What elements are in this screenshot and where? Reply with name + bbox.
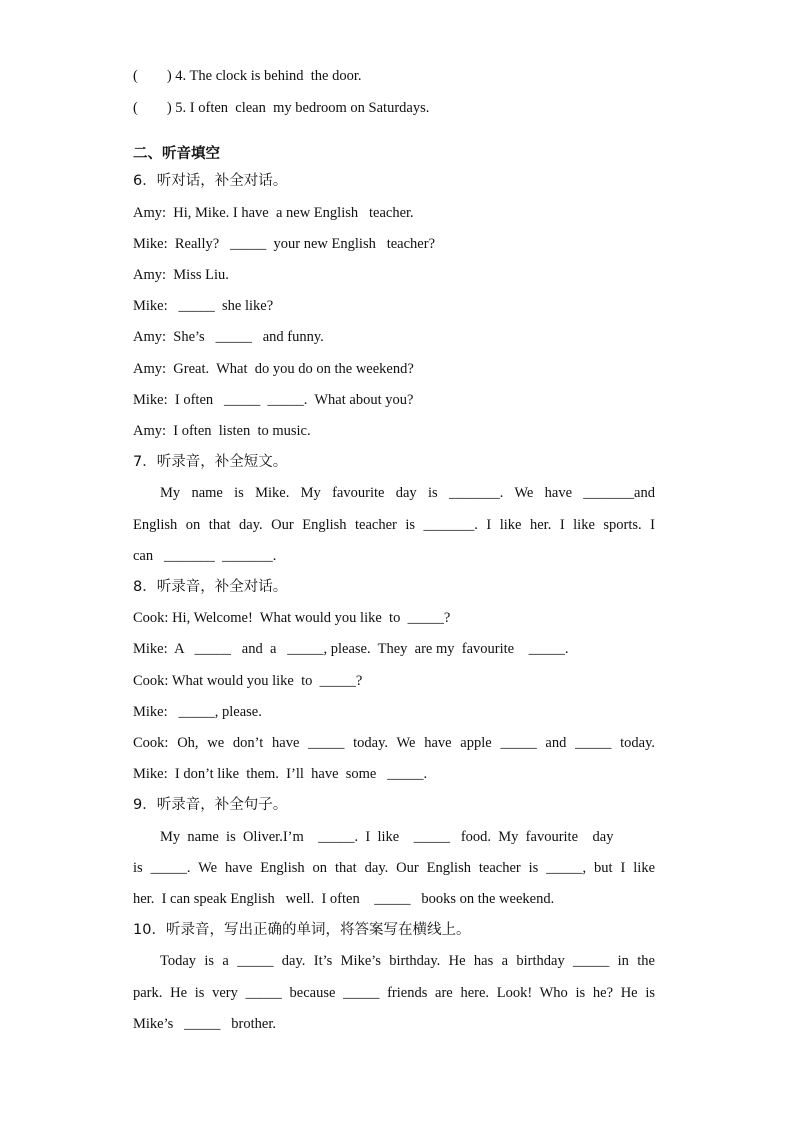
line-q7: 7．听录音，补全短文。 xyxy=(133,454,288,470)
line-p2: English on that day. Our English teacher is _______. I like her. I like sports. I xyxy=(133,517,655,533)
line-t1: Today is a _____ day. It’s Mike’s birthday. He has a birthday _____ in the xyxy=(160,953,655,969)
line-t3: Mike’s _____ brother. xyxy=(133,1016,276,1032)
line-c1: Cook: Hi, Welcome! What would you like to _____? xyxy=(133,610,451,626)
line-d5: Amy: She’s _____ and funny. xyxy=(133,329,324,345)
line-s1: My name is Oliver.I’m _____. I like _____ food. My favourite day xyxy=(160,829,614,845)
line-p3: can _______ _______. xyxy=(133,548,277,564)
line-c5: Cook: Oh, we don’t have _____ today. We have apple _____ and _____ today. xyxy=(133,735,655,751)
line-d6: Amy: Great. What do you do on the weekend? xyxy=(133,361,414,377)
line-q4: ( ) 4. The clock is behind the door. xyxy=(133,68,362,84)
line-sec2: 二、听音填空 xyxy=(133,146,220,162)
line-c2: Mike: A _____ and a _____, please. They are my favourite _____. xyxy=(133,641,569,657)
line-t2: park. He is very _____ because _____ friends are here. Look! Who is he? He is xyxy=(133,985,655,1001)
line-d1: Amy: Hi, Mike. I have a new English teacher. xyxy=(133,205,414,221)
line-c6: Mike: I don’t like them. I’ll have some _____. xyxy=(133,766,428,782)
line-d2: Mike: Really? _____ your new English teacher? xyxy=(133,236,436,252)
line-d3: Amy: Miss Liu. xyxy=(133,267,229,283)
line-q6: 6．听对话，补全对话。 xyxy=(133,173,288,189)
line-p1: My name is Mike. My favourite day is _______. We have _______and xyxy=(160,485,655,501)
line-c4: Mike: _____, please. xyxy=(133,704,262,720)
line-c3: Cook: What would you like to _____? xyxy=(133,673,363,689)
line-d4: Mike: _____ she like? xyxy=(133,298,274,314)
line-d8: Amy: I often listen to music. xyxy=(133,423,311,439)
line-s3: her. I can speak English well. I often _____ books on the weekend. xyxy=(133,891,555,907)
line-s2: is _____. We have English on that day. Our English teacher is _____, but I like xyxy=(133,860,655,876)
line-q5: ( ) 5. I often clean my bedroom on Saturdays. xyxy=(133,100,430,116)
line-q10: 10．听录音，写出正确的单词，将答案写在横线上。 xyxy=(133,922,471,938)
line-q9: 9．听录音，补全句子。 xyxy=(133,797,288,813)
line-d7: Mike: I often _____ _____. What about you? xyxy=(133,392,414,408)
line-q8: 8．听录音，补全对话。 xyxy=(133,579,288,595)
